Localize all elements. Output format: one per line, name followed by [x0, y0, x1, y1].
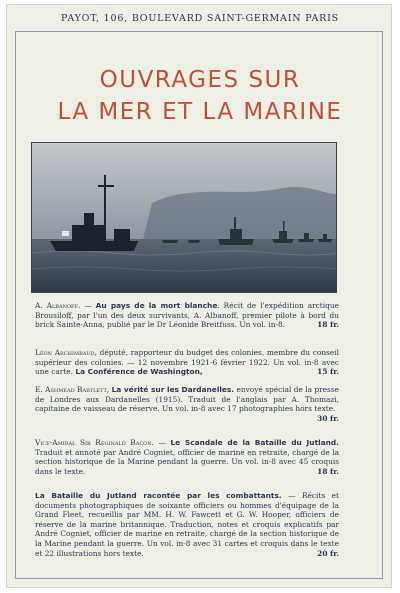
warships-photograph	[31, 142, 337, 293]
publisher-header: PAYOT, 106, BOULEVARD SAINT-GERMAIN PARIS	[61, 13, 339, 24]
book-title: La Bataille du Jutland racontée par les combattants.	[35, 491, 282, 500]
book-description: député, rapporteur du budget des colonies, membre du conseil supérieur des colonies. — 12 novembre 1921-6 février 1922. Un vol. in-8 avec une carte.	[35, 348, 339, 377]
book-title: La vérité sur les Dardanelles.	[111, 385, 235, 394]
book-price: 18 fr.	[317, 320, 339, 330]
book-description: Récit de l'expédition arctique Brousiloff, par l'un des deux survivants, A. Albanoff, premier pilote à bord du brick Sainte-Anna, publié par le Dr Léonide Breitfuss. Un vol. in-8.	[35, 301, 340, 330]
book-price: 15 fr.	[317, 367, 339, 377]
book-entry: A. Albanoff. — Au pays de la mort blanche. Récit de l'expédition arctique Brousiloff, par l'un des deux survivants, A. Albanoff, premier pilote à bord du brick Sainte-Anna, publié par le Dr Léonide Breitfuss. Un vol. in-8. 18 fr.	[35, 301, 340, 330]
book-author: E. Ashmead Bartlett,	[35, 385, 110, 394]
book-author: A. Albanoff.	[35, 301, 81, 310]
book-entry	[35, 385, 339, 423]
book-title: Au pays de la mort blanche	[95, 301, 218, 310]
book-description: Traduit et annoté par André Cogniet, officier de marine en retraite, chargé de la section historique de la Marine pendant la guerre. Un vol. in-8 avec 45 croquis dans le texte.	[35, 447, 339, 476]
book-entry: Vice-Amiral Sir Reginald Bacon. — Le Scandale de la Bataille du Jutland. Traduit et annoté par André Cogniet, officier de marine en retraite, chargé de la section historique de la Marine pendant la guerre. Un vol. in-8 avec 45 croquis dans le texte. 18 fr.	[35, 438, 339, 476]
book-author: Léon Archimbaud,	[35, 348, 97, 357]
page-title-line2: LA MER ET LA MARINE	[57, 99, 343, 125]
book-price: 18 fr.	[317, 466, 339, 476]
book-title: La Conférence de Washington,	[75, 367, 203, 377]
book-price: 30 fr.	[317, 413, 339, 423]
book-author: Vice-Amiral Sir Reginald Bacon.	[35, 438, 154, 447]
page-title-line1: OUVRAGES SUR	[99, 67, 301, 93]
book-title: Le Scandale de la Bataille du Jutland.	[170, 438, 339, 447]
book-price: 20 fr.	[317, 548, 339, 558]
book-description: envoyé spécial de la presse de Londres aux Dardanelles (1915). Traduit de l'anglais par A. Thomazi, capitaine de vaisseau de réserve. Un vol. in-8 avec 17 photographies hors texte.	[35, 385, 339, 414]
fleet-at-sea-image	[32, 143, 337, 293]
catalog-page	[6, 4, 392, 588]
book-entry	[35, 348, 339, 377]
book-description: Récits et documents photographiques de soixante officiers ou hommes d'équipage de la Grand Fleet, recueillis par MM. H. W. Fawcett et G. W. Hooper, officiers de réserve de la marine britannique. Traduction, notes et croquis explicatifs par André Cogniet, officier de marine en retraite, chargé de la section historique de la Marine pendant la guerre. Un vol. in-8 avec 31 cartes et croquis dans le texte et 22 illustrations hors texte.	[35, 491, 339, 558]
book-entry: La Bataille du Jutland racontée par les combattants. — Récits et documents photographiques de soixante officiers ou hommes d'équipage de la Grand Fleet, recueillis par MM. H. W. Fawcett et G. W. Hooper, officiers de réserve de la marine britannique. Traduction, notes et croquis explicatifs par André Cogniet, officier de marine en retraite, chargé de la section historique de la Marine pendant la guerre. Un vol. in-8 avec 31 cartes et croquis dans le texte et 22 illustrations hors texte. 20 fr.	[35, 491, 339, 558]
